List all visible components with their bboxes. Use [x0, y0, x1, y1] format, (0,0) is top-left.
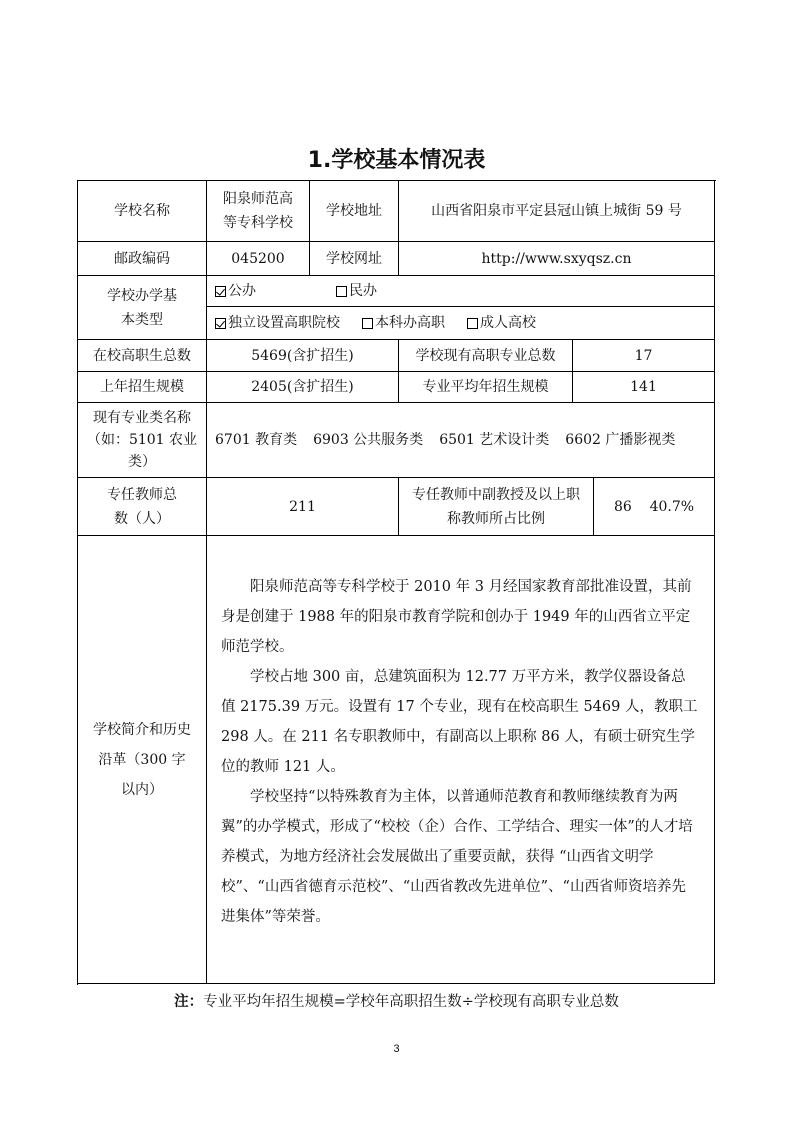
- intro-paragraph: 学校占地 300 亩，总建筑面积为 12.77 万平方米，教学仪器设备总值 2175.39 万元。设置有 17 个专业，现有在校高职生 5469 人，教职工 298 人。在 211 名专职教师中，有副高以上职称 86 人，有硕士研究生学位的教师 121 人。: [221, 669, 698, 775]
- school-type-label: 学校办学基本类型: [78, 276, 207, 340]
- checkbox-unchecked-icon[interactable]: [467, 318, 478, 329]
- option-adult-label: 成人高校: [480, 315, 536, 331]
- website-value: http://www.sxyqsz.cn: [399, 242, 715, 276]
- list-item: 6701 教育类: [215, 432, 298, 448]
- intro-paragraph: 学校坚持“以特殊教育为主体，以普通师范教育和教师继续教育为两翼”的办学模式，形成了“校校（企）合作、工学结合、理实一体”的人才培养模式，为地方经济社会发展做出了重要贡献，获得 “山西省文明学校”、“山西省德育示范校”、“山西省教改先进单位”、“山西省师资培养先进集体”等荣誉。: [221, 789, 693, 925]
- checkbox-checked-icon[interactable]: [215, 318, 226, 329]
- teachers-value: 211: [207, 478, 399, 536]
- option-undergrad-label: 本科办高职: [375, 315, 445, 331]
- majors-label: 现有专业类名称（如：5101 农业类）: [78, 403, 207, 478]
- majors-list: [207, 403, 715, 478]
- students-label: 在校高职生总数: [78, 340, 207, 372]
- website-label: 学校网址: [310, 242, 399, 276]
- option-private-label: 民办: [349, 283, 377, 299]
- option-undergrad[interactable]: [362, 311, 445, 335]
- school-address-label: 学校地址: [310, 181, 399, 242]
- teachers-label: 专任教师总数（人）: [78, 478, 207, 536]
- senior-ratio-value: 86 40.7%: [594, 478, 715, 536]
- checkbox-unchecked-icon[interactable]: [362, 318, 373, 329]
- students-value: 5469(含扩招生): [207, 340, 399, 372]
- school-name-label: 学校名称: [78, 181, 207, 242]
- intro-paragraph: 阳泉师范高等专科学校于 2010 年 3 月经国家教育部批准设置，其前身是创建于 1988 年的阳泉市教育学院和创办于 1949 年的山西省立平定师范学校。: [221, 579, 692, 655]
- school-address-value: 山西省阳泉市平定县冠山镇上城街 59 号: [399, 181, 715, 242]
- checkbox-checked-icon[interactable]: [215, 286, 226, 297]
- school-info-table: [77, 180, 716, 985]
- school-name-value: 阳泉师范高等专科学校: [207, 181, 310, 242]
- footnote-prefix: 注：: [174, 994, 204, 1010]
- list-item: 6903 公共服务类: [313, 432, 424, 448]
- school-type-ownership-row: [207, 276, 715, 307]
- option-independent[interactable]: [215, 311, 340, 335]
- senior-ratio-label: 专任教师中副教授及以上职称教师所占比例: [399, 478, 594, 536]
- footnote-text: 专业平均年招生规模=学校年高职招生数÷学校现有高职专业总数: [203, 994, 619, 1010]
- avg-enrollment-value: 141: [573, 372, 715, 403]
- majors-total-value: 17: [573, 340, 715, 372]
- majors-total-label: 学校现有高职专业总数: [399, 340, 573, 372]
- postcode-value: 045200: [207, 242, 310, 276]
- footnote: [0, 990, 793, 1011]
- option-adult[interactable]: [467, 311, 536, 335]
- option-public-label: 公办: [228, 283, 256, 299]
- enrollment-value: 2405(含扩招生): [207, 372, 399, 403]
- list-item: 6501 艺术设计类: [439, 432, 550, 448]
- option-private[interactable]: [336, 279, 377, 303]
- option-public[interactable]: [215, 279, 256, 303]
- table-title: 1.学校基本情况表: [307, 148, 486, 173]
- option-independent-label: 独立设置高职院校: [228, 315, 340, 331]
- list-item: 6602 广播影视类: [565, 432, 676, 448]
- postcode-label: 邮政编码: [78, 242, 207, 276]
- avg-enrollment-label: 专业平均年招生规模: [399, 372, 573, 403]
- page-number: 3: [393, 1043, 400, 1055]
- checkbox-unchecked-icon[interactable]: [336, 286, 347, 297]
- intro-label: 学校简介和历史沿革（300 字以内）: [78, 536, 207, 984]
- enrollment-label: 上年招生规模: [78, 372, 207, 403]
- school-type-category-row: [207, 307, 715, 340]
- intro-content: [207, 536, 715, 984]
